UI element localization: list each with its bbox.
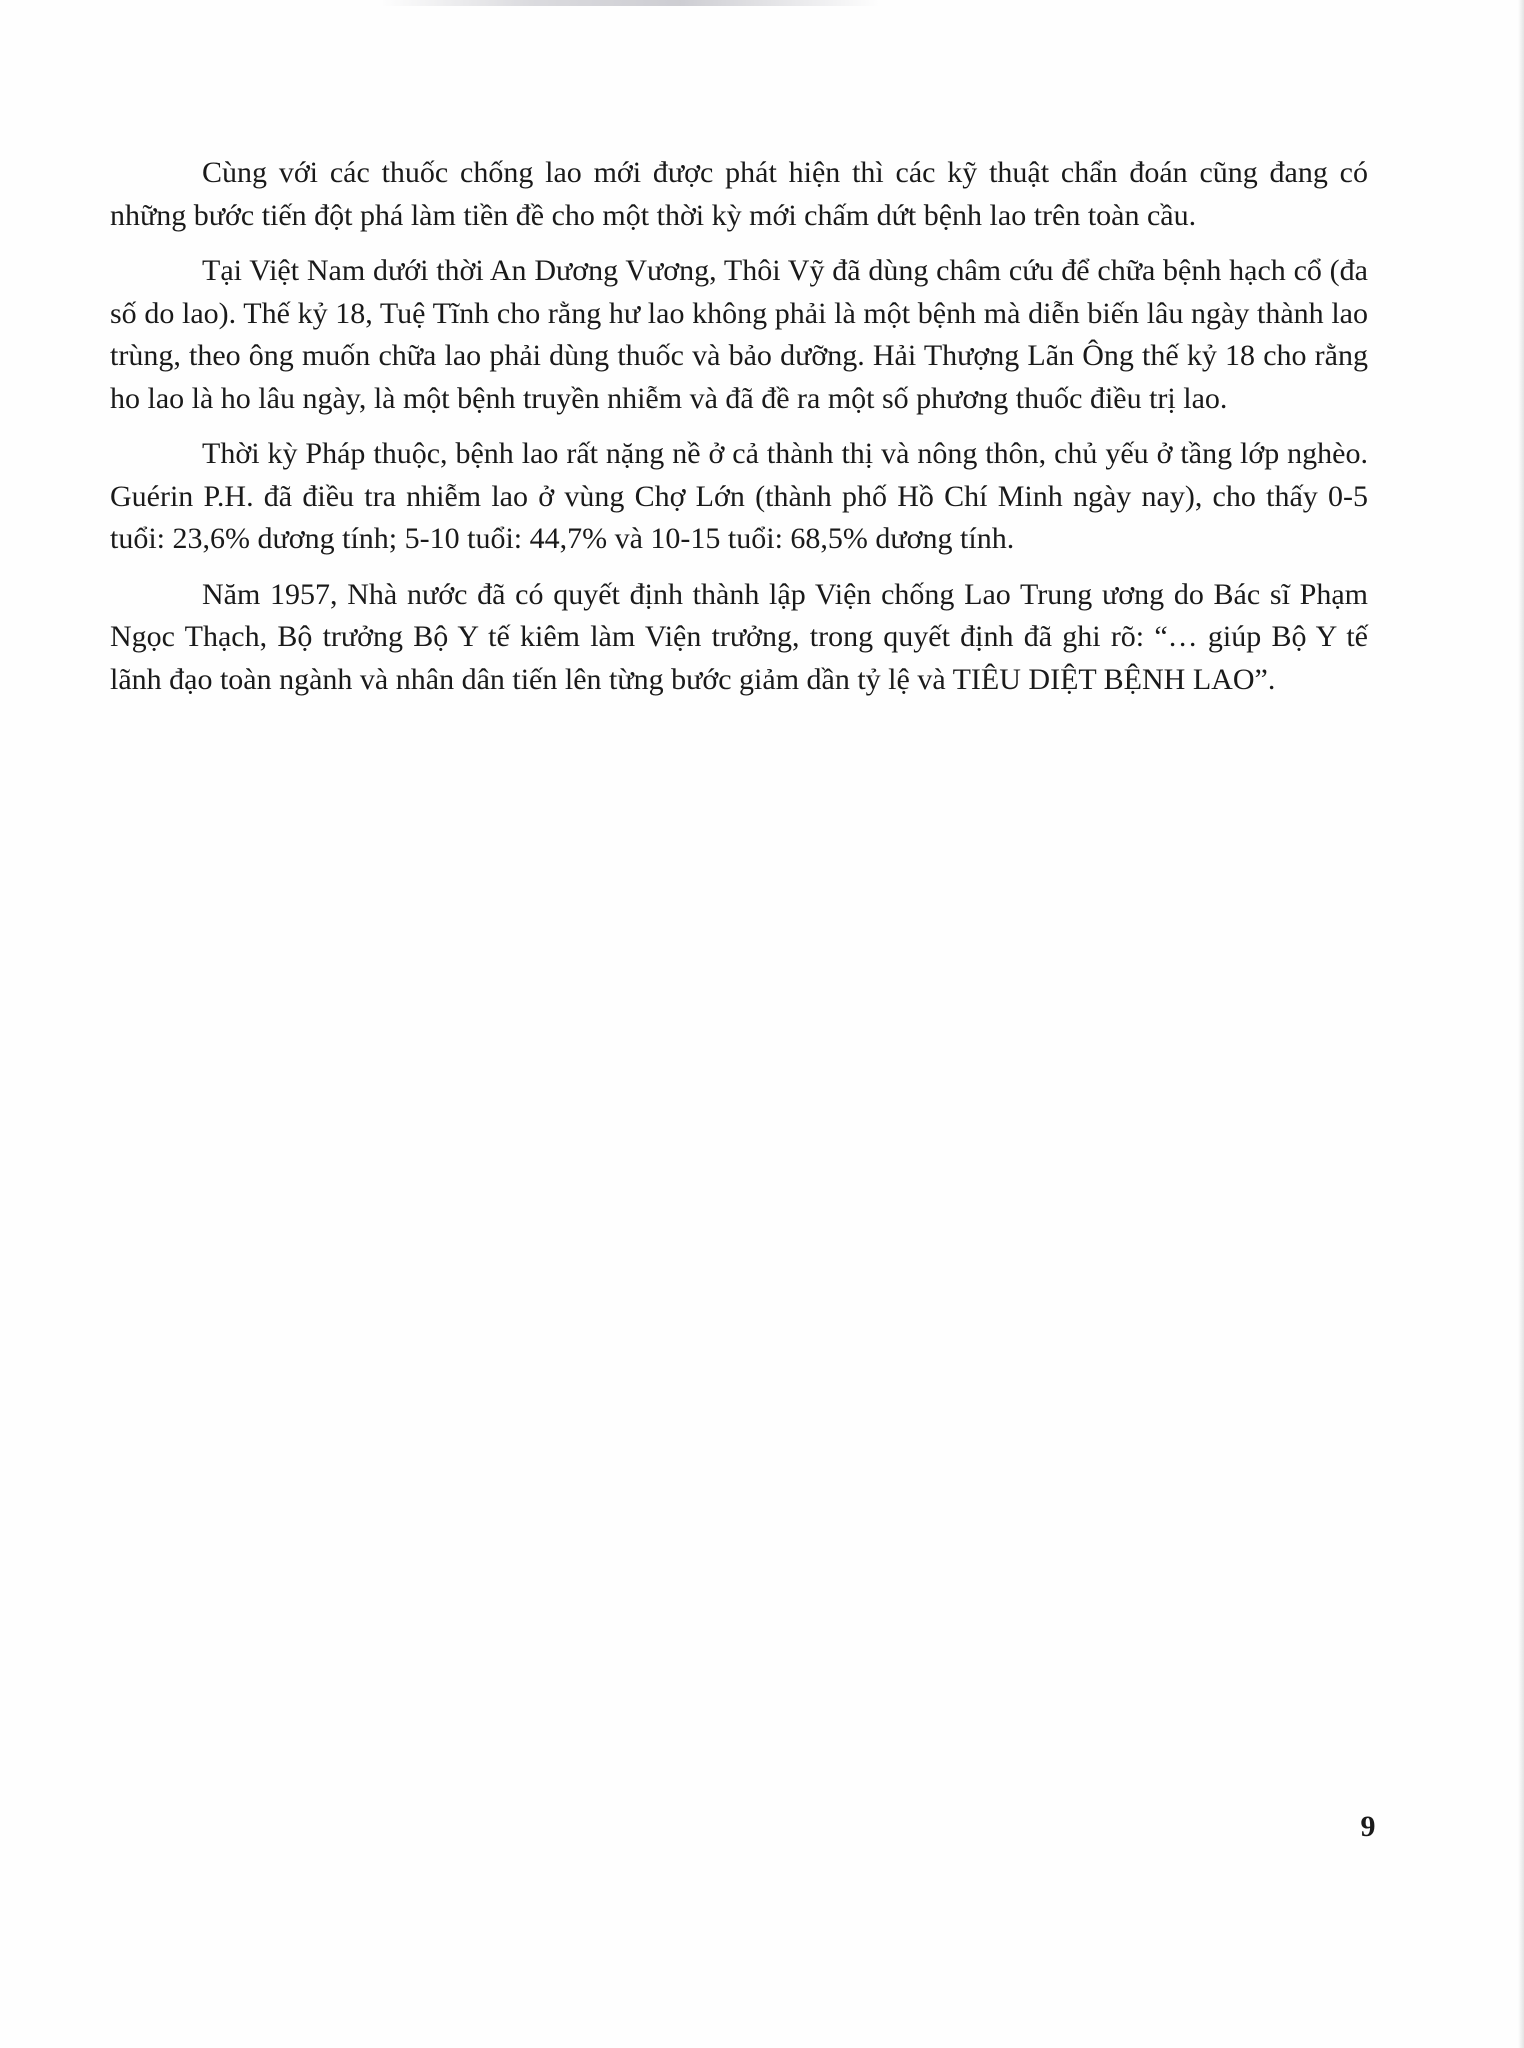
paragraph-french-colonial-period: Thời kỳ Pháp thuộc, bệnh lao rất nặng nề ở cả thành thị và nông thôn, chủ yếu ở tầng lớp nghèo. Guérin P.H. đã điều tra nhiễm lao ở vùng Chợ Lớn (thành phố Hồ Chí Minh ngày nay), cho thấy 0-5 tuổi: 23,6% dương tính; 5-10 tuổi: 44,7% và 10-15 tuổi: 68,5% dương tính. [110, 437, 1368, 555]
page-number: 9 [1360, 1810, 1376, 1843]
paragraph-vietnam-history: Tại Việt Nam dưới thời An Dương Vương, Thôi Vỹ đã dùng châm cứu để chữa bệnh hạch cổ (đa số do lao). Thế kỷ 18, Tuệ Tĩnh cho rằng hư lao không phải là một bệnh mà diễn biến lâu ngày thành lao trùng, theo ông muốn chữa lao phải dùng thuốc và bảo dưỡng. Hải Thượng Lãn Ông thế kỷ 18 cho rằng ho lao là ho lâu ngày, là một bệnh truyền nhiễm và đã đề ra một số phương thuốc điều trị lao. [110, 254, 1368, 415]
paragraph-new-diagnostics: Cùng với các thuốc chống lao mới được phát hiện thì các kỹ thuật chẩn đoán cũng đang có những bước tiến đột phá làm tiền đề cho một thời kỳ mới chấm dứt bệnh lao trên toàn cầu. [110, 156, 1368, 232]
scan-top-edge-artifact [380, 0, 880, 6]
scan-right-edge-shadow [1518, 0, 1524, 2048]
body-text [110, 152, 1368, 714]
paragraph-national-institute-1957: Năm 1957, Nhà nước đã có quyết định thành lập Viện chống Lao Trung ương do Bác sĩ Phạm Ngọc Thạch, Bộ trưởng Bộ Y tế kiêm làm Viện trưởng, trong quyết định đã ghi rõ: “… giúp Bộ Y tế lãnh đạo toàn ngành và nhân dân tiến lên từng bước giảm dần tỷ lệ và TIÊU DIỆT BỆNH LAO”. [110, 577, 1368, 696]
